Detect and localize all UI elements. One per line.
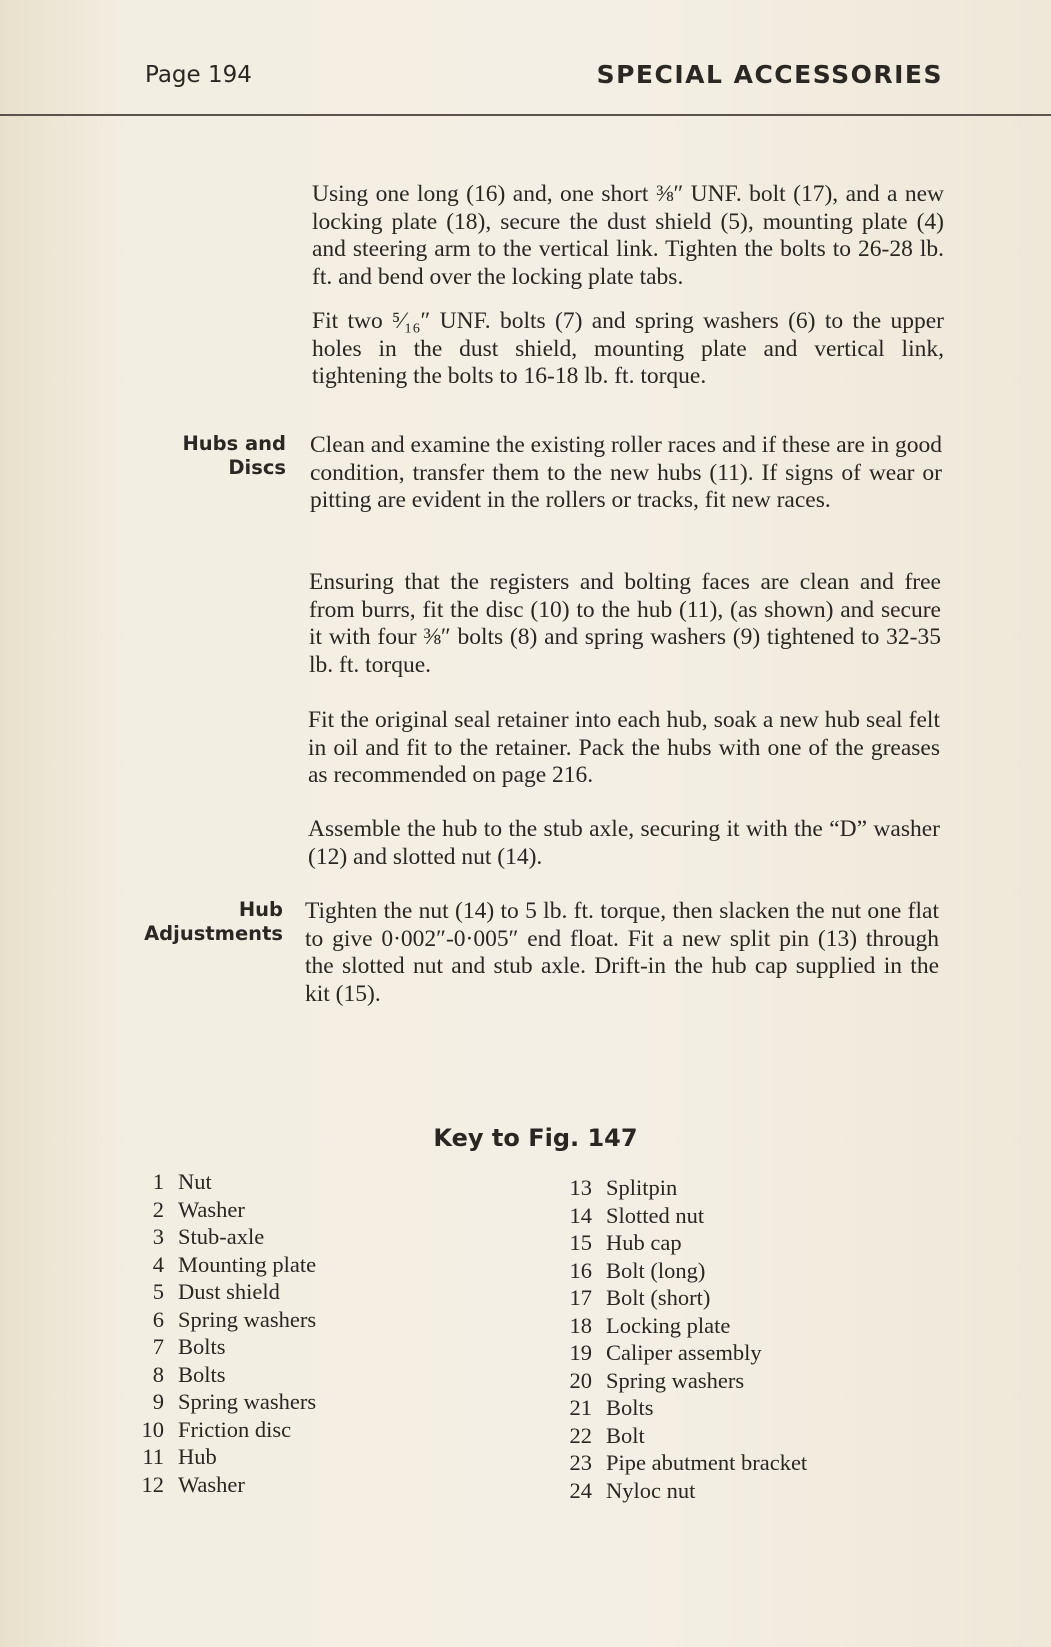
key-item-label: Dust shield — [178, 1279, 280, 1304]
key-item-label: Caliper assembly — [606, 1340, 762, 1365]
key-item-number: 6 — [152, 1306, 164, 1332]
key-item-label: Bolts — [178, 1361, 226, 1387]
paragraph-assemble-hub: Assemble the hub to the stub axle, securing it with the “D” washer (12) and slotted nut (14). — [308, 816, 940, 870]
key-item-number: 4 — [152, 1251, 164, 1277]
key-item-label: Spring washers — [178, 1306, 317, 1332]
key-item — [554, 1229, 807, 1257]
key-item — [128, 1416, 316, 1444]
key-item-number: 10 — [141, 1416, 164, 1442]
page-header — [145, 58, 943, 98]
key-item-number: 3 — [152, 1224, 164, 1249]
key-item-label: Hub — [178, 1444, 217, 1469]
key-item-label: Stub-axle — [178, 1224, 265, 1249]
key-item-number: 22 — [569, 1422, 592, 1448]
key-item-number: 2 — [152, 1196, 164, 1222]
key-item-number: 13 — [569, 1175, 592, 1200]
paragraph-hub-adjustment: Tighten the nut (14) to 5 lb. ft. torque, then slacken the nut one flat to give 0·002″-0·005″ end float. Fit a new split pin (13) through the slotted nut and stub axle. Drift-in the hub cap supplied in the kit (15). — [305, 898, 939, 1007]
key-item-number: 11 — [142, 1444, 164, 1469]
side-heading-line: Hub — [238, 898, 283, 921]
key-list-right — [554, 1174, 807, 1504]
key-item-number: 8 — [152, 1361, 164, 1387]
key-item-label: Splitpin — [606, 1175, 678, 1200]
side-heading-line: Adjustments — [144, 922, 283, 945]
key-item-number: 15 — [569, 1230, 592, 1255]
key-list-left — [128, 1168, 316, 1498]
key-item-label: Bolts — [178, 1334, 226, 1359]
key-title: Key to Fig. 147 — [433, 1124, 638, 1152]
key-item-number: 1 — [152, 1169, 164, 1194]
side-heading-hub-adjustments — [144, 898, 283, 946]
key-item-number: 19 — [569, 1340, 592, 1365]
key-item-number: 18 — [569, 1312, 592, 1338]
key-item-label: Bolt (long) — [606, 1257, 706, 1283]
key-item-number: 21 — [569, 1395, 592, 1420]
key-item-number: 20 — [569, 1367, 592, 1393]
key-item-number: 24 — [569, 1477, 592, 1503]
key-item — [554, 1449, 807, 1477]
key-item — [554, 1284, 807, 1312]
side-heading-line: Hubs and — [182, 432, 286, 455]
key-item-label: Friction disc — [178, 1416, 292, 1442]
key-item-number: 5 — [152, 1279, 164, 1304]
key-item-label: Bolt — [606, 1422, 645, 1448]
key-item-number: 17 — [569, 1285, 592, 1310]
key-item-label: Locking plate — [606, 1312, 731, 1338]
key-item — [128, 1306, 316, 1334]
key-item — [128, 1168, 316, 1196]
key-item-number: 14 — [569, 1202, 592, 1228]
key-item — [554, 1339, 807, 1367]
key-item-number: 16 — [569, 1257, 592, 1283]
side-heading-hubs-discs — [182, 432, 286, 480]
key-item — [554, 1202, 807, 1230]
key-item — [554, 1312, 807, 1340]
key-item — [128, 1388, 316, 1416]
key-item — [128, 1361, 316, 1389]
key-item-number: 7 — [152, 1334, 164, 1359]
key-item-number: 9 — [152, 1389, 164, 1414]
key-item-label: Washer — [178, 1471, 245, 1497]
key-item-label: Washer — [178, 1196, 245, 1222]
paragraph-locking-plate: Using one long (16) and, one short ⅜″ UNF. bolt (17), and a new locking plate (18), secure the dust shield (5), mounting plate (4) and steering arm to the vertical link. Tighten the bolts to 26-28 lb. ft. and bend over the locking plate tabs. — [312, 181, 944, 290]
paragraph-seal-retainer: Fit the original seal retainer into each hub, soak a new hub seal felt in oil and fit to the retainer. Pack the hubs with one of the greases as recommended on page 216. — [308, 707, 940, 788]
key-item-label: Bolt (short) — [606, 1285, 711, 1310]
key-item — [554, 1477, 807, 1505]
key-item — [128, 1443, 316, 1471]
paragraph-upper-bolts: Fit two ⁵⁄₁₆″ UNF. bolts (7) and spring washers (6) to the upper holes in the dust shield, mounting plate and vertical link, tightening the bolts to 16-18 lb. ft. torque. — [312, 308, 944, 389]
key-item-label: Slotted nut — [606, 1202, 705, 1228]
paragraph-roller-races: Clean and examine the existing roller races and if these are in good condition, transfer them to the new hubs (11). If signs of wear or pitting are evident in the rollers or tracks, fit new races. — [310, 432, 942, 513]
key-item-label: Mounting plate — [178, 1251, 317, 1277]
key-item — [128, 1196, 316, 1224]
key-item-number: 23 — [569, 1450, 592, 1475]
key-item — [554, 1394, 807, 1422]
key-item-label: Nut — [178, 1169, 212, 1194]
key-item — [128, 1251, 316, 1279]
key-item — [554, 1422, 807, 1450]
key-item-label: Hub cap — [606, 1230, 682, 1255]
side-heading-line: Discs — [228, 456, 286, 479]
key-item-label: Spring washers — [178, 1389, 317, 1414]
key-item-number: 12 — [141, 1471, 164, 1497]
header-rule — [0, 114, 1051, 116]
page-number: Page 194 — [145, 62, 252, 88]
key-item — [554, 1367, 807, 1395]
key-item — [128, 1333, 316, 1361]
key-item — [128, 1223, 316, 1251]
key-item — [128, 1278, 316, 1306]
key-item-label: Pipe abutment bracket — [606, 1450, 808, 1475]
key-item-label: Nyloc nut — [606, 1477, 696, 1503]
key-item-label: Bolts — [606, 1395, 654, 1420]
key-item — [554, 1174, 807, 1202]
key-item-label: Spring washers — [606, 1367, 745, 1393]
key-item — [128, 1471, 316, 1499]
section-title: SPECIAL ACCESSORIES — [596, 60, 943, 89]
key-item — [554, 1257, 807, 1285]
paragraph-disc-fitting: Ensuring that the registers and bolting faces are clean and free from burrs, fit the disc (10) to the hub (11), (as shown) and secure it with four ⅜″ bolts (8) and spring washers (9) tightened to 32-35 lb. ft. torque. — [309, 569, 941, 678]
